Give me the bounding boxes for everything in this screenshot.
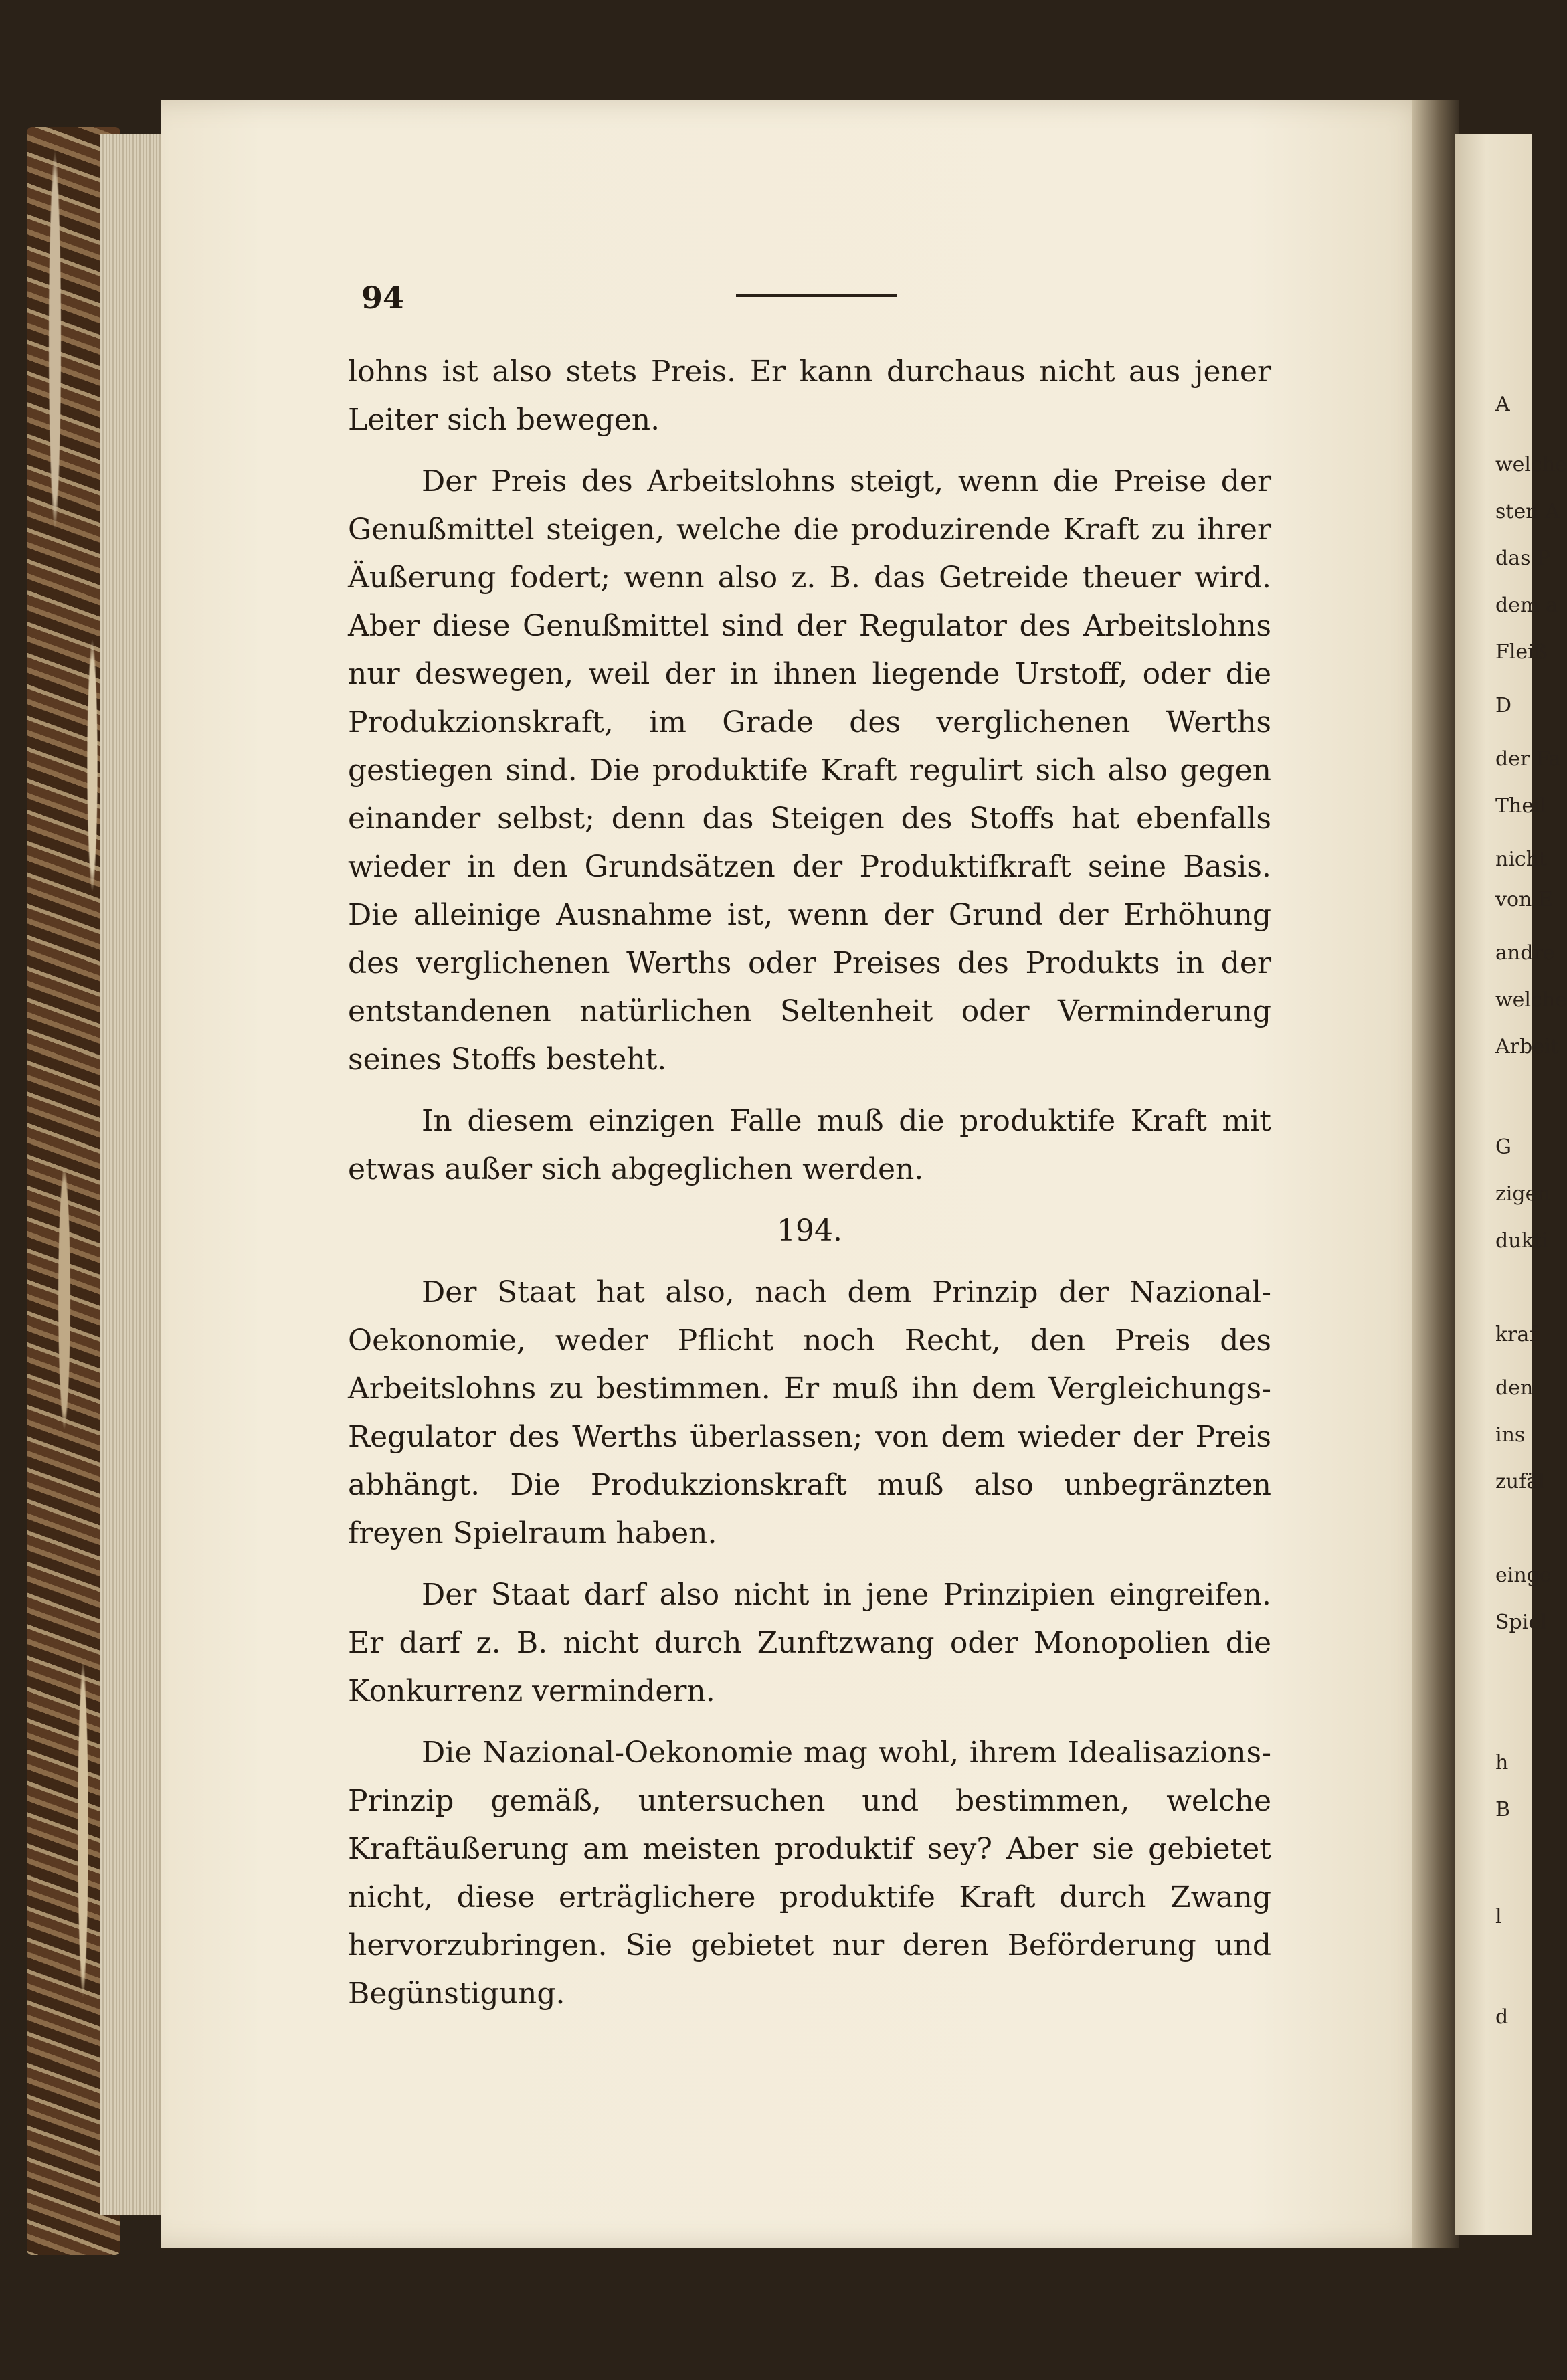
paragraph: lohns ist also stets Preis. Er kann durchaus nicht aus jener Leiter sich bewegen. <box>348 355 1271 437</box>
page-text <box>348 348 1271 2031</box>
facing-page-fragment: Spiel <box>1495 1611 1547 1634</box>
facing-page-fragment: Theil <box>1495 794 1547 818</box>
facing-page-fragment: G <box>1495 1135 1511 1159</box>
facing-page-fragment: den <box>1495 1376 1534 1400</box>
facing-page-fragment: ins <box>1495 1423 1526 1447</box>
paragraph: Der Preis des Arbeitslohns steigt, wenn die Preise der Genußmittel steigen, welche die produzirende Kraft zu ihrer Äußerung fodert; wenn also z. B. das Getreide theuer wird. Aber diese Genußmittel sind der Regulator des Arbeitslohns nur deswegen, weil der in ihnen liegende Urstoff, oder die Produkzionskraft, im Grade des verglichenen Werths gestiegen sind. Die produktife Kraft regulirt sich also gegen einander selbst; denn das Steigen des Stoffs hat ebenfalls wieder in den Grundsätzen der Produktifkraft seine Basis. Die alleinige Ausnahme ist, wenn der Grund der Erhöhung des verglichenen Werths oder Preises des Produkts in der entstandenen natürlichen Seltenheit oder Verminderung seines Stoffs besteht. <box>348 464 1271 1077</box>
facing-page-fragment: welche <box>1495 988 1567 1012</box>
facing-page-fragment: h <box>1495 1751 1509 1774</box>
section-number: 194. <box>777 1214 842 1248</box>
paragraph: Der Staat darf also nicht in jene Prinzipien eingreifen. Er darf z. B. nicht durch Zunftzwang oder Monopolien die Konkurrenz vermindern. <box>348 1578 1271 1708</box>
facing-page-fragment: dem a <box>1495 593 1558 617</box>
facing-page-fragment: Fleiß <box>1495 640 1548 664</box>
facing-page-fragment: andre <box>1495 941 1555 965</box>
facing-page-fragment: einge <box>1495 1564 1552 1587</box>
facing-page-fragment: nicht <box>1495 848 1548 871</box>
facing-page-fragment: das P <box>1495 547 1551 570</box>
facing-page-fragment: sten A <box>1495 500 1560 523</box>
facing-page-fragment: kraf <box>1495 1323 1537 1346</box>
paragraph: Der Staat hat also, nach dem Prinzip der Nazional-Oekonomie, weder Pflicht noch Recht, den Preis des Arbeitslohns zu bestimmen. Er muß ihn dem Vergleichungs-Regulator des Werths überlassen; von dem wieder der Preis abhängt. Die Produkzionskraft muß also unbegränzten freyen Spielraum haben. <box>348 1275 1271 1550</box>
facing-page-fragment: d <box>1495 2005 1509 2029</box>
facing-page-fragment: l <box>1495 1905 1502 1928</box>
book-gutter <box>1412 100 1459 2248</box>
facing-page-fragment: von E <box>1495 888 1553 911</box>
facing-page-fragment: D <box>1495 694 1512 717</box>
facing-page-fragment: Arbeit <box>1495 1035 1559 1059</box>
header-rule <box>736 294 897 297</box>
facing-page-fragment: zufäl <box>1495 1470 1545 1493</box>
paragraph: Die Nazional-Oekonomie mag wohl, ihrem Idealisazions-Prinzip gemäß, untersuchen und bestimmen, welche Kraftäußerung am meisten produktif sey? Aber sie gebietet nicht, diese erträglichere produktife Kraft durch Zwang hervorzubringen. Sie gebietet nur deren Beförderung und Begünstigung. <box>348 1736 1271 2011</box>
facing-page-fragment: welche <box>1495 453 1567 476</box>
paragraph: In diesem einzigen Falle muß die produktife Kraft mit etwas außer sich abgeglichen werden. <box>348 1104 1271 1186</box>
facing-page-fragment: A <box>1495 393 1510 416</box>
page-number: 94 <box>361 280 405 316</box>
facing-page-fragment: dukti <box>1495 1229 1548 1253</box>
facing-page-fragment: B <box>1495 1798 1511 1821</box>
facing-page-fragment: zigen <box>1495 1182 1550 1206</box>
facing-page-fragment: der Fa <box>1495 747 1561 771</box>
